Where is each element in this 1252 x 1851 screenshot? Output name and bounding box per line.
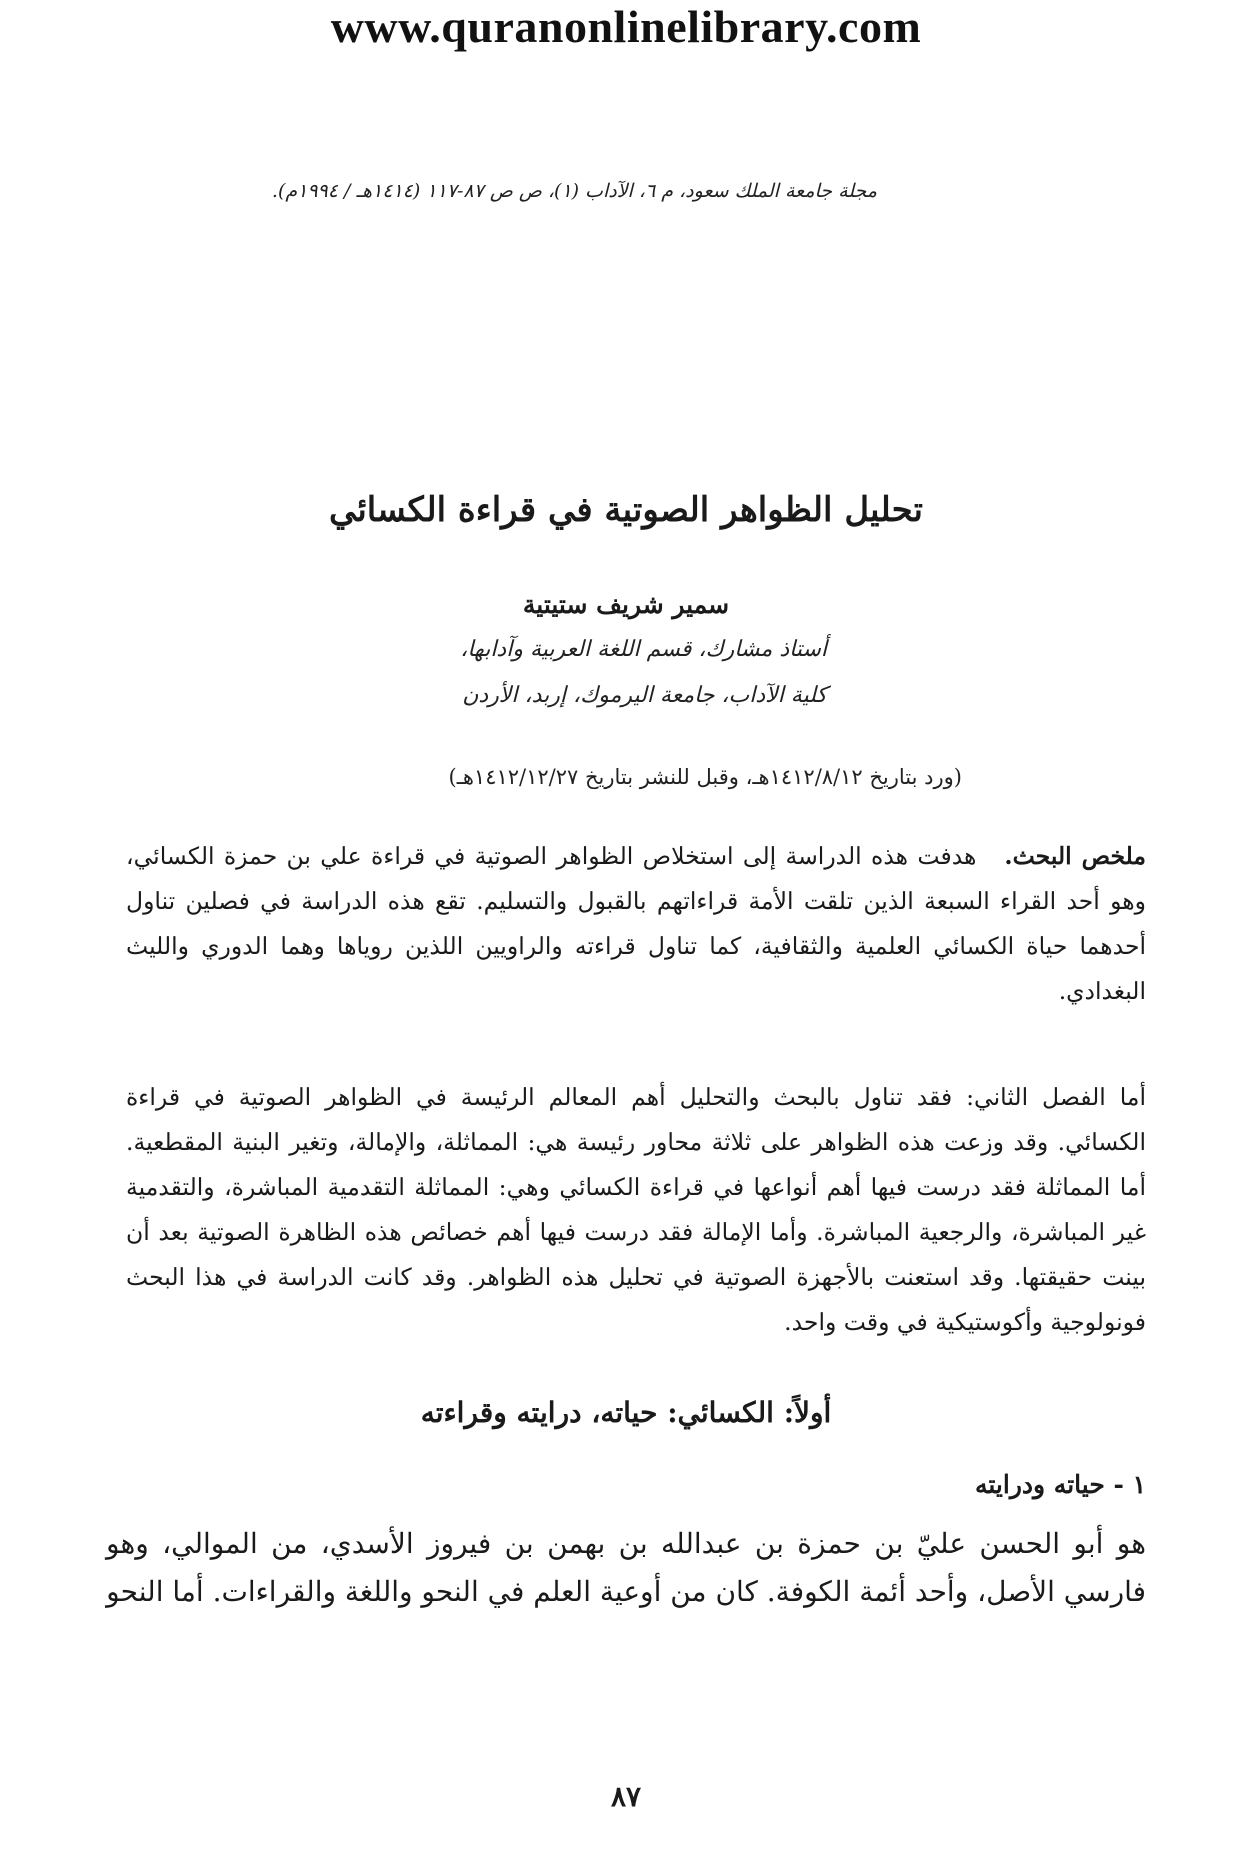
submission-dates: (ورد بتاريخ ١٤١٢/٨/١٢هـ، وقبل للنشر بتاريخ ١٤١٢/١٢/٢٧هـ) — [448, 765, 962, 789]
body-paragraph: هو أبو الحسن عليّ بن حمزة بن عبدالله بن بهمن بن فيروز الأسدي، من الموالي، وهو فارسي الأصل، وأحد أئمة الكوفة. كان من أوعية العلم في النحو واللغة والقراءات. أما النحو — [106, 1527, 1146, 1608]
journal-citation: مجلة جامعة الملك سعود، م ٦، الآداب (١)، ص ص ٨٧-١١٧ (١٤١٤هـ / ١٩٩٤م). — [271, 180, 877, 202]
article-title: تحليل الظواهر الصوتية في قراءة الكسائي — [329, 490, 923, 530]
author-affiliation-institution: كلية الآداب، جامعة اليرموك، إربد، الأردن — [462, 683, 827, 708]
abstract-paragraph-1 — [126, 834, 1146, 1014]
page-number: ٨٧ — [610, 1780, 642, 1813]
author-affiliation-position: أستاذ مشارك، قسم اللغة العربية وآدابها، — [460, 637, 827, 662]
abstract-text-1: هدفت هذه الدراسة إلى استخلاص الظواهر الصوتية في قراءة علي بن حمزة الكسائي، وهو أحد القراء السبعة الذين تلقت الأمة قراءاتهم بالقبول والتسليم. تقع هذه الدراسة في فصلين تناول أحدهما حياة الكسائي العلمية والثقافية، كما تناول قراءته والراويين اللذين روياها وهما الدوري والليث البغدادي. — [126, 842, 1146, 1005]
author-name: سمير شريف ستيتية — [522, 590, 730, 619]
section-heading: أولاً: الكسائي: حياته، درايته وقراءته — [420, 1396, 832, 1429]
subsection-heading: ١ - حياته ودرايته — [974, 1470, 1146, 1499]
abstract-label: ملخص البحث. — [1004, 842, 1146, 870]
abstract-paragraph-2: أما الفصل الثاني: فقد تناول بالبحث والتحليل أهم المعالم الرئيسة في الظواهر الصوتية في قراءة الكسائي. وقد وزعت هذه الظواهر على ثلاثة محاور رئيسة هي: المماثلة، والإمالة، وتغير البنية المقطعية. أما المماثلة فقد درست فيها أهم أنواعها في قراءة الكسائي وهي: المماثلة التقدمية المباشرة، والتقدمية غير المباشرة، والرجعية المباشرة. وأما الإمالة فقد درست فيها أهم خصائص هذه الظاهرة الصوتية بعد أن بينت حقيقتها. وقد استعنت بالأجهزة الصوتية في تحليل هذه الظواهر. وقد كانت الدراسة في هذا البحث فونولوجية وأكوستيكية في وقت واحد. — [126, 1083, 1146, 1336]
site-url-header: www.quranonlinelibrary.com — [330, 1, 922, 52]
